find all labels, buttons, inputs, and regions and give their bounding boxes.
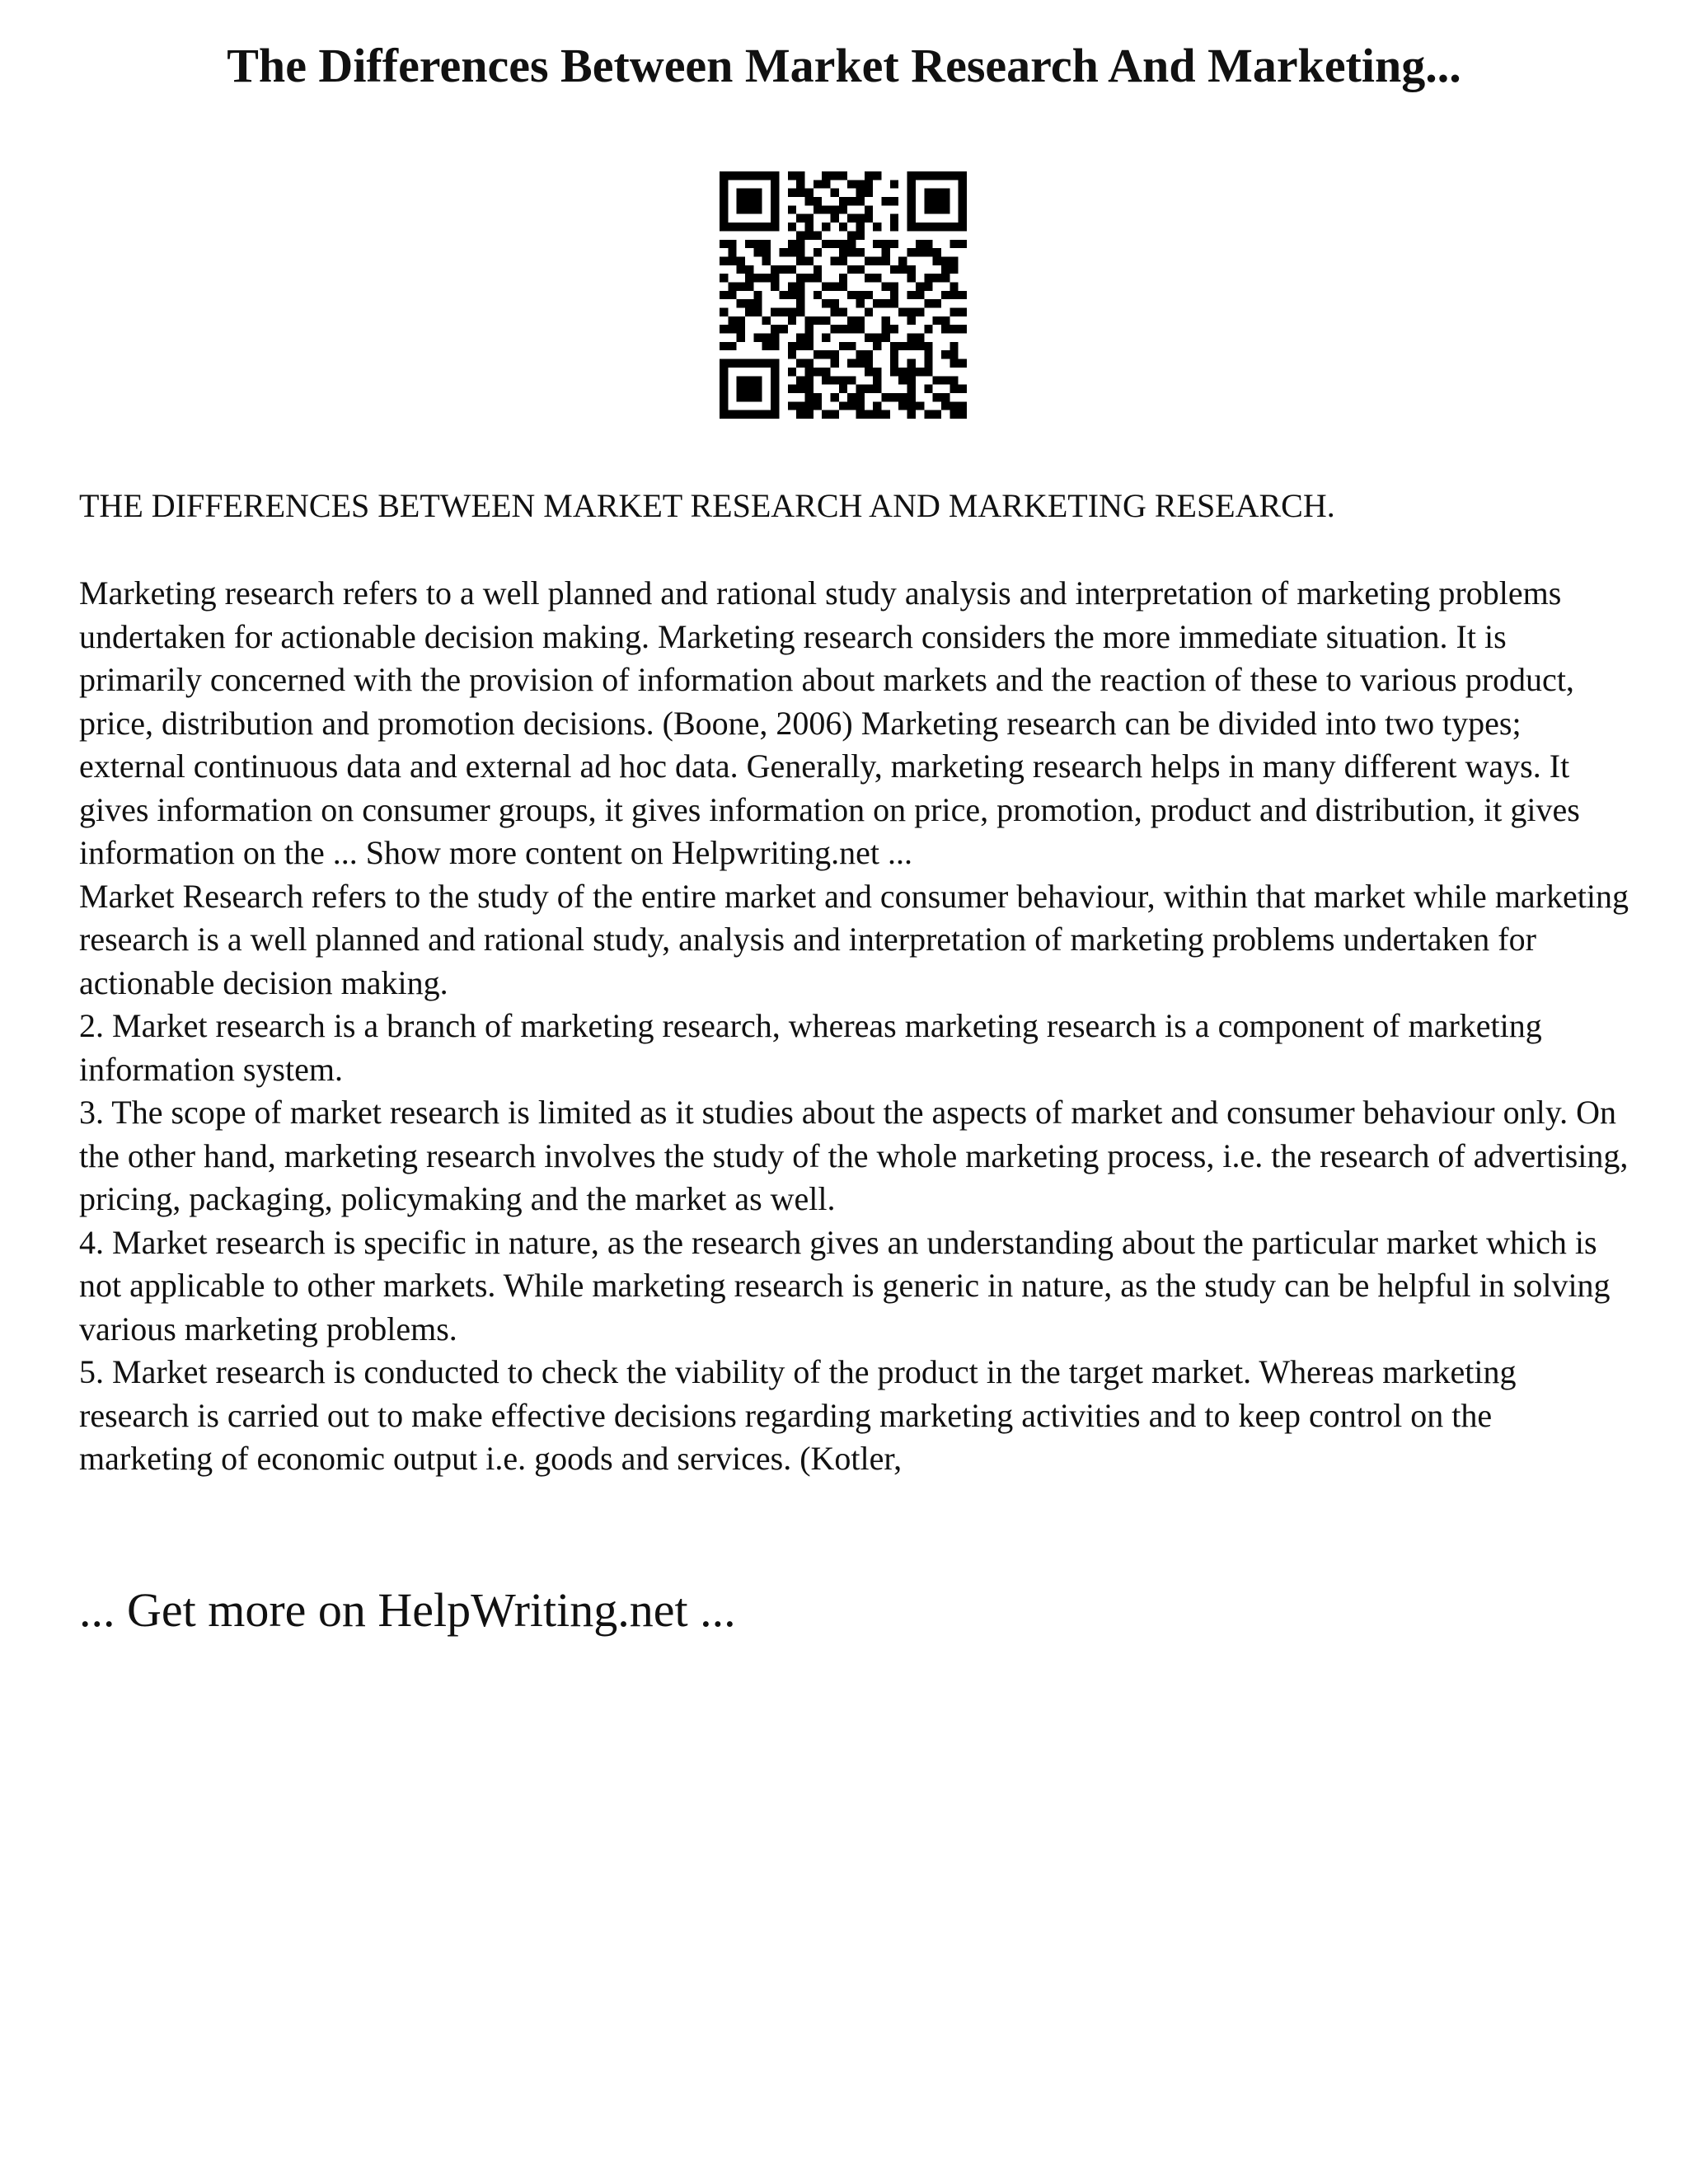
body-text (79, 572, 1629, 1481)
paragraph: 2. Market research is a branch of marketing research, whereas marketing research is a component of marketing information system. (79, 1007, 1542, 1088)
section-heading: THE DIFFERENCES BETWEEN MARKET RESEARCH AND MARKETING RESEARCH. (79, 487, 1335, 524)
paragraph: Marketing research refers to a well planned and rational study analysis and interpretation of marketing problems undertaken for actionable decision making. Marketing research considers the more immediate situation. It is primarily concerned with the provision of information about markets and the reaction of these to various product, price, distribution and promotion decisions. (Boone, 2006) Marketing research can be divided into two types; external continuous data and external ad hoc data. Generally, marketing research helps in many different ways. It gives information on consumer groups, it gives information on price, promotion, product and distribution, it gives information on the ... Show more content on Helpwriting.net ... (79, 574, 1580, 871)
document-title: The Differences Between Market Research And Marketing... (227, 39, 1461, 92)
get-more-link[interactable]: ... Get more on HelpWriting.net ... (79, 1583, 736, 1637)
qr-code-icon (720, 171, 967, 419)
paragraph: 4. Market research is specific in nature, as the research gives an understanding about the particular market which is not applicable to other markets. While marketing research is generic in nature, as the study can be helpful in solving various marketing problems. (79, 1223, 1611, 1347)
paragraph: Market Research refers to the study of the entire market and consumer behaviour, within that market while marketing research is a well planned and rational study, analysis and interpretation of marketing problems undertaken for actionable decision making. (79, 877, 1629, 1001)
paragraph: 5. Market research is conducted to check the viability of the product in the target market. Whereas marketing research is carried out to make effective decisions regarding marketing activities and to keep control on the marketing of economic output i.e. goods and services. (Kotler, (79, 1353, 1517, 1477)
paragraph: 3. The scope of market research is limited as it studies about the aspects of market and consumer behaviour only. On the other hand, marketing research involves the study of the whole marketing process, i.e. the research of advertising, pricing, packaging, policymaking and the market as well. (79, 1094, 1629, 1217)
